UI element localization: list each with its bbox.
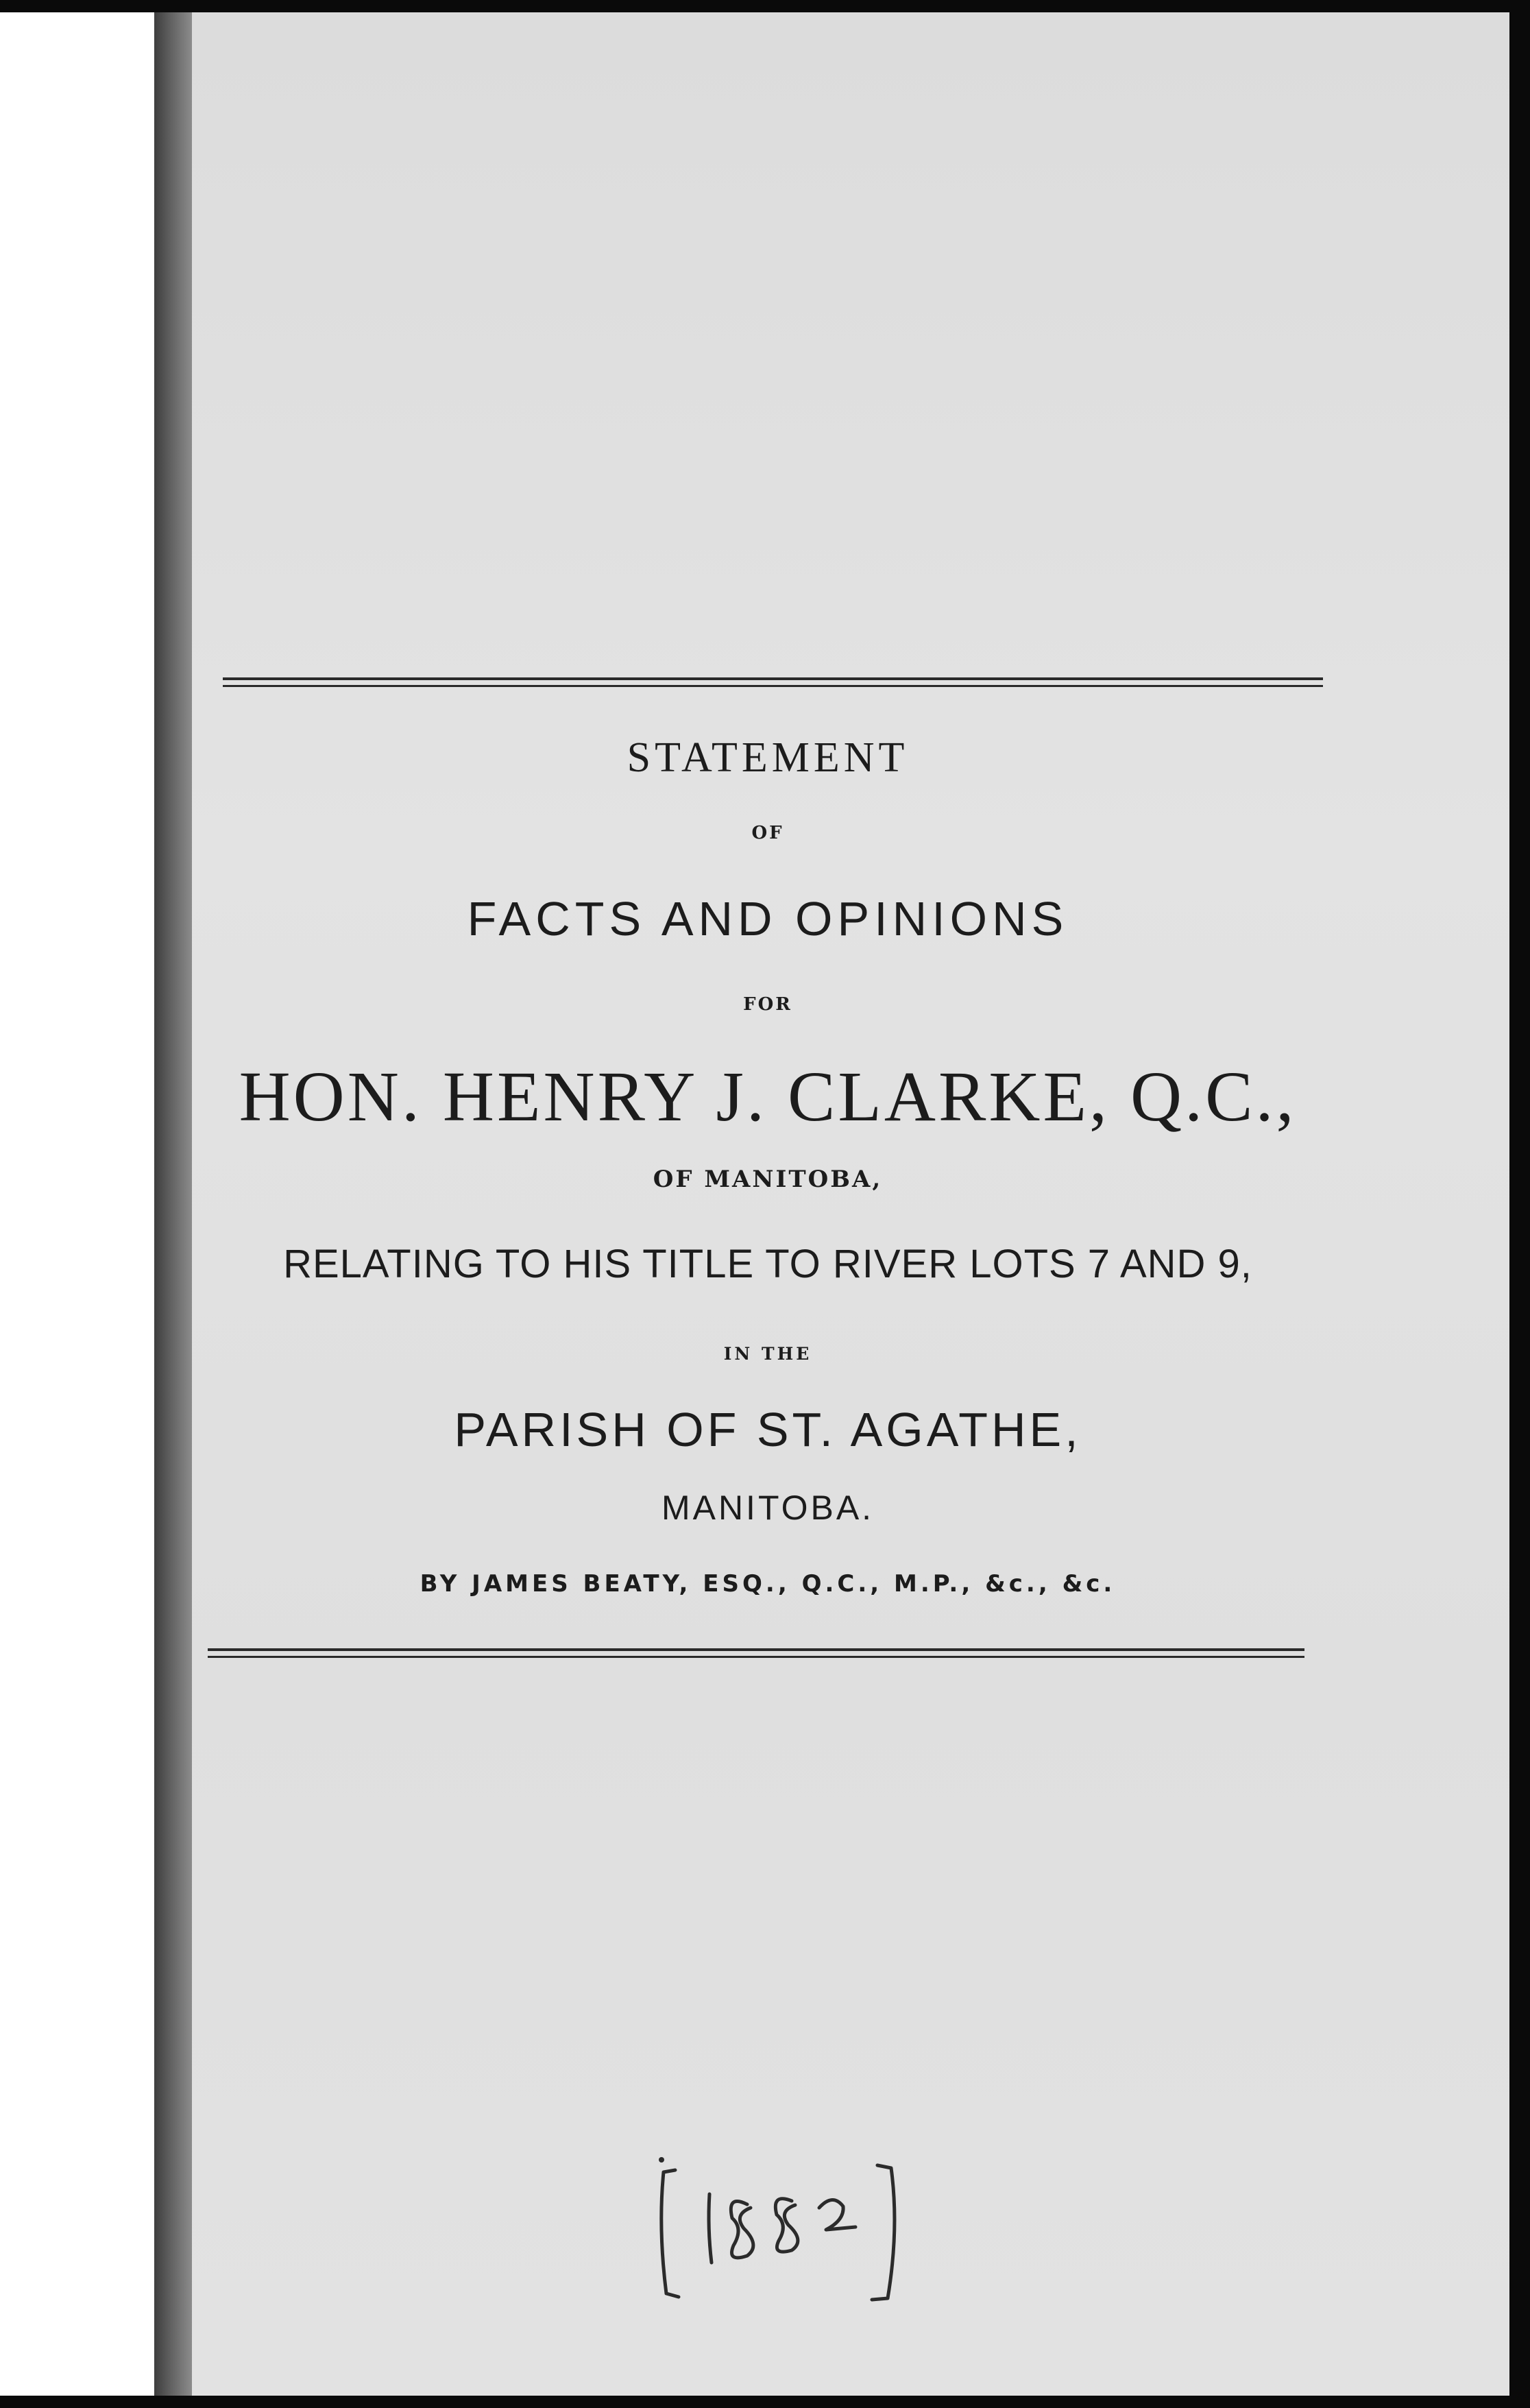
double-rule-bottom [208,1648,1304,1662]
author-line: BY JAMES BEATY, ESQ., Q.C., M.P., &c., &c. [420,1570,1116,1598]
parish-name: PARISH OF ST. AGATHE, [454,1403,1082,1456]
double-rule-top [223,677,1323,691]
heading-facts-and-opinions: FACTS AND OPINIONS [467,892,1069,946]
scan-border-top [0,0,1530,12]
scan-border-bottom [0,2396,1530,2408]
subject-place: OF MANITOBA, [653,1166,883,1193]
page-spine-shadow [154,12,192,2396]
scan-border-right [1509,0,1530,2408]
subject-name: HON. HENRY J. CLARKE, Q.C., [239,1057,1297,1136]
heading-statement: STATEMENT [627,734,909,781]
province-name: MANITOBA. [661,1489,875,1527]
connector-of: OF [751,823,784,843]
handwritten-year-annotation [651,2153,912,2311]
title-page [154,12,1509,2396]
connector-for: FOR [743,994,792,1015]
subject-matter: RELATING TO HIS TITLE TO RIVER LOTS 7 AND 9, [283,1242,1252,1286]
connector-in-the: IN THE [723,1344,812,1364]
